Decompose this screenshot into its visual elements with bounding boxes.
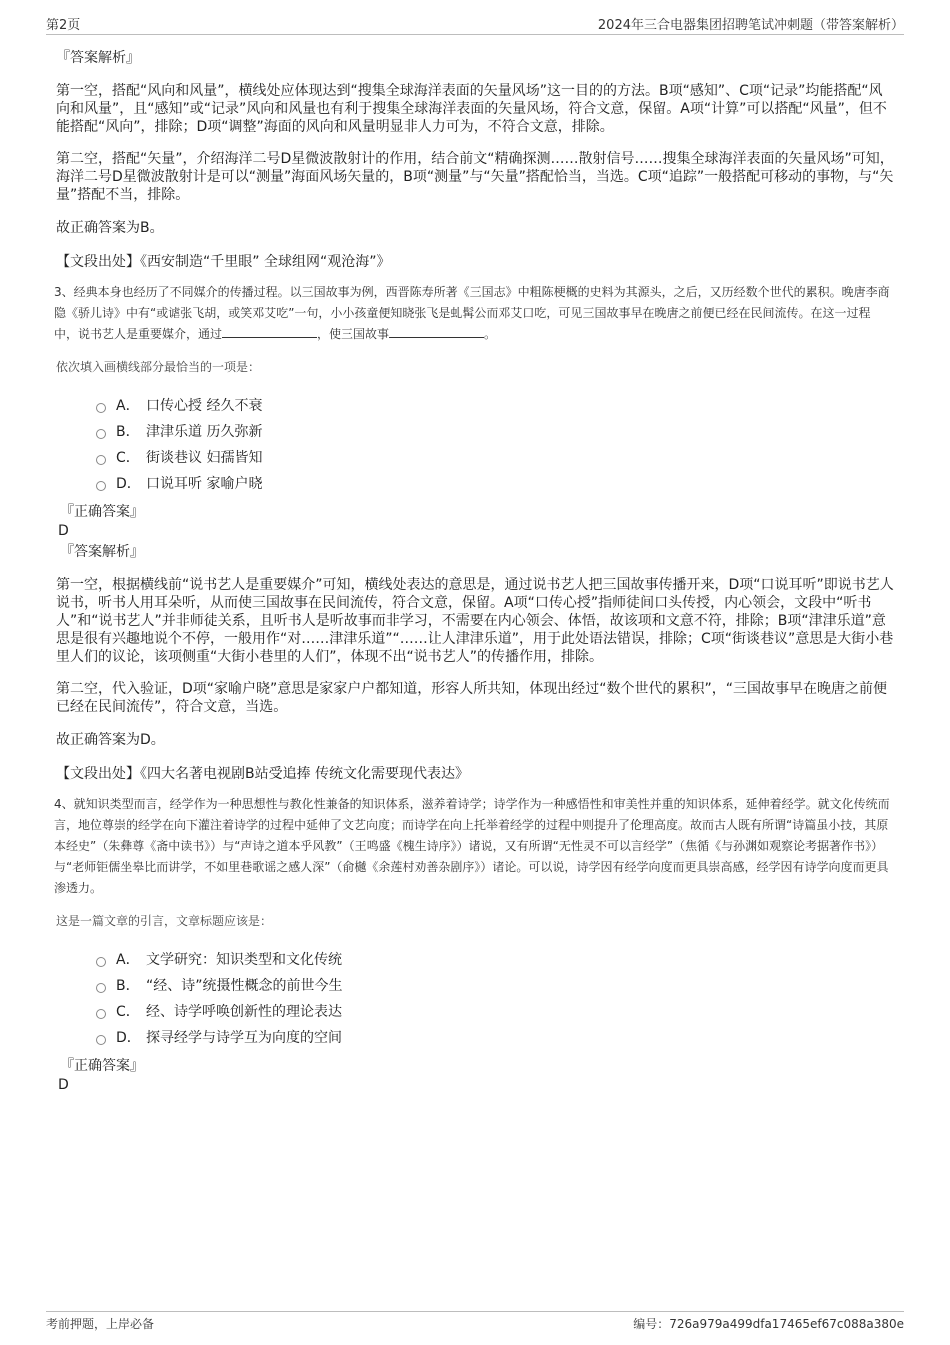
- analysis-paragraph: 第二空，搭配“矢量”，介绍海洋二号D星微波散射计的作用，结合前文“精确探测……散射信号……搜集全球海洋表面的矢量风场”可知，海洋二号D星微波散射计是可以“测量”海面风场矢量的，B项“测量”与“矢量”搭配恰当，当选。C项“追踪”一般搭配可移动的事物，与“矢量”搭配不当，排除。: [56, 151, 894, 203]
- blank-line: [389, 325, 484, 338]
- page-content: [56, 40, 896, 1095]
- analysis-label: 『答案解析』: [60, 544, 144, 560]
- analysis-label: 『答案解析』: [56, 50, 140, 66]
- analysis-paragraph: 第一空，搭配“风向和风量”，横线处应体现达到“搜集全球海洋表面的矢量风场”这一目的的方法。B项“感知”、C项“记录”均能搭配“风向和风量”，且“感知”或“记录”风向和风量也有利于搜集全球海洋表面的矢量风场，符合文意，保留。A项“计算”可以搭配“风量”，但不能搭配“风向”，排除；D项“调整”海面的风向和风量明显非人力可为，不符合文意，排除。: [56, 83, 887, 135]
- option-a[interactable]: A． 口传心授 经久不衰: [96, 393, 896, 419]
- final-answer-text: 故正确答案为D。: [56, 732, 165, 748]
- option-a[interactable]: A． 文学研究：知识类型和文化传统: [96, 947, 896, 973]
- document-id: 编号：726a979a499dfa17465ef67c088a380e: [633, 1317, 904, 1331]
- option-c[interactable]: C． 街谈巷议 妇孺皆知: [96, 445, 896, 471]
- option-b[interactable]: B． 津津乐道 历久弥新: [96, 419, 896, 445]
- question-4-prompt: 这是一篇文章的引言，文章标题应该是：: [56, 914, 273, 928]
- radio-icon[interactable]: [96, 983, 106, 993]
- page-header: [46, 14, 904, 35]
- radio-icon[interactable]: [96, 957, 106, 967]
- radio-icon[interactable]: [96, 481, 106, 491]
- blank-line: [222, 325, 317, 338]
- analysis-paragraph: 第二空，代入验证，D项“家喻户晓”意思是家家户户都知道，形容人所共知，体现出经过“数个世代的累积”，“三国故事早在晚唐之前便已经在民间流传”，符合文意，当选。: [56, 681, 888, 715]
- question-3-prompt: 依次填入画横线部分最恰当的一项是：: [56, 360, 261, 374]
- option-b[interactable]: B． “经、诗”统摄性概念的前世今生: [96, 973, 896, 999]
- source-line: 【文段出处】《四大名著电视剧B站受追捧 传统文化需要现代表达》: [56, 766, 470, 782]
- document-title: 2024年三合电器集团招聘笔试冲刺题（带答案解析）: [597, 18, 904, 33]
- source-line: 【文段出处】《西安制造“千里眼” 全球组网“观沧海”》: [56, 254, 391, 270]
- radio-icon[interactable]: [96, 403, 106, 413]
- page-number: 第2页: [46, 18, 81, 33]
- page-footer: [46, 1311, 904, 1337]
- question-4-options: [96, 947, 896, 1051]
- correct-answer-label: 『正确答案』: [60, 1058, 144, 1074]
- correct-answer: D: [58, 1077, 69, 1093]
- radio-icon[interactable]: [96, 1009, 106, 1019]
- correct-answer: D: [58, 523, 69, 539]
- question-3-options: [96, 393, 896, 497]
- question-3-text: 3、经典本身也经历了不同媒介的传播过程。以三国故事为例，西晋陈寿所著《三国志》中粗陈梗概的史料为其源头，之后，又历经数个世代的累积。晚唐李商隐《骄儿诗》中有“或谑张飞胡，或笑邓艾吃”一句，小小孩童便知晓张飞是虬髯公而邓艾口吃，可见三国故事早在晚唐之前便已经在民间流传。在这一过程中，说书艺人是重要媒介，通过 ，使三国故事 。: [54, 285, 890, 341]
- final-answer-text: 故正确答案为B。: [56, 220, 164, 236]
- radio-icon[interactable]: [96, 429, 106, 439]
- radio-icon[interactable]: [96, 1035, 106, 1045]
- correct-answer-label: 『正确答案』: [60, 504, 144, 520]
- option-d[interactable]: D． 口说耳听 家喻户晓: [96, 471, 896, 497]
- radio-icon[interactable]: [96, 455, 106, 465]
- footer-slogan: 考前押题，上岸必备: [46, 1317, 155, 1331]
- question-4-text: 4、就知识类型而言，经学作为一种思想性与教化性兼备的知识体系，滋养着诗学；诗学作为一种感悟性和审美性并重的知识体系，延伸着经学。就文化传统而言，地位尊崇的经学在向下灌注着诗学的过程中延伸了文艺向度；而诗学在向上托举着经学的过程中则提升了伦理高度。故而古人既有所谓“诗篇虽小技，其原本经史”（朱彝尊《斋中读书》）与“声诗之道本乎风教”（王鸣盛《槐生诗序》）诸说，又有所谓“无性灵不可以言经学”（焦循《与孙渊如观察论考据著作书》）与“老师钜儒坐皋比而讲学，不如里巷歌谣之感人深”（俞樾《余莲村劝善杂剧序》）诸论。可以说，诗学因有经学向度而更具崇高感，经学因有诗学向度而更具渗透力。: [54, 797, 890, 895]
- option-c[interactable]: C． 经、诗学呼唤创新性的理论表达: [96, 999, 896, 1025]
- option-d[interactable]: D． 探寻经学与诗学互为向度的空间: [96, 1025, 896, 1051]
- analysis-paragraph: 第一空，根据横线前“说书艺人是重要媒介”可知，横线处表达的意思是，通过说书艺人把三国故事传播开来，D项“口说耳听”即说书艺人说书，听书人用耳朵听，从而使三国故事在民间流传，符合文意，保留。A项“口传心授”指师徒间口头传授，内心领会，文段中“听书人”和“说书艺人”并非师徒关系，且听书人是听故事而非学习，不需要在内心领会、体悟，故该项和文意不符，排除；B项“津津乐道”意思是很有兴趣地说个不停，一般用作“对……津津乐道”“……让人津津乐道”，用于此处语法错误，排除；C项“街谈巷议”意思是大街小巷里人们的议论，该项侧重“大街小巷里的人们”，体现不出“说书艺人”的传播作用，排除。: [56, 577, 894, 665]
